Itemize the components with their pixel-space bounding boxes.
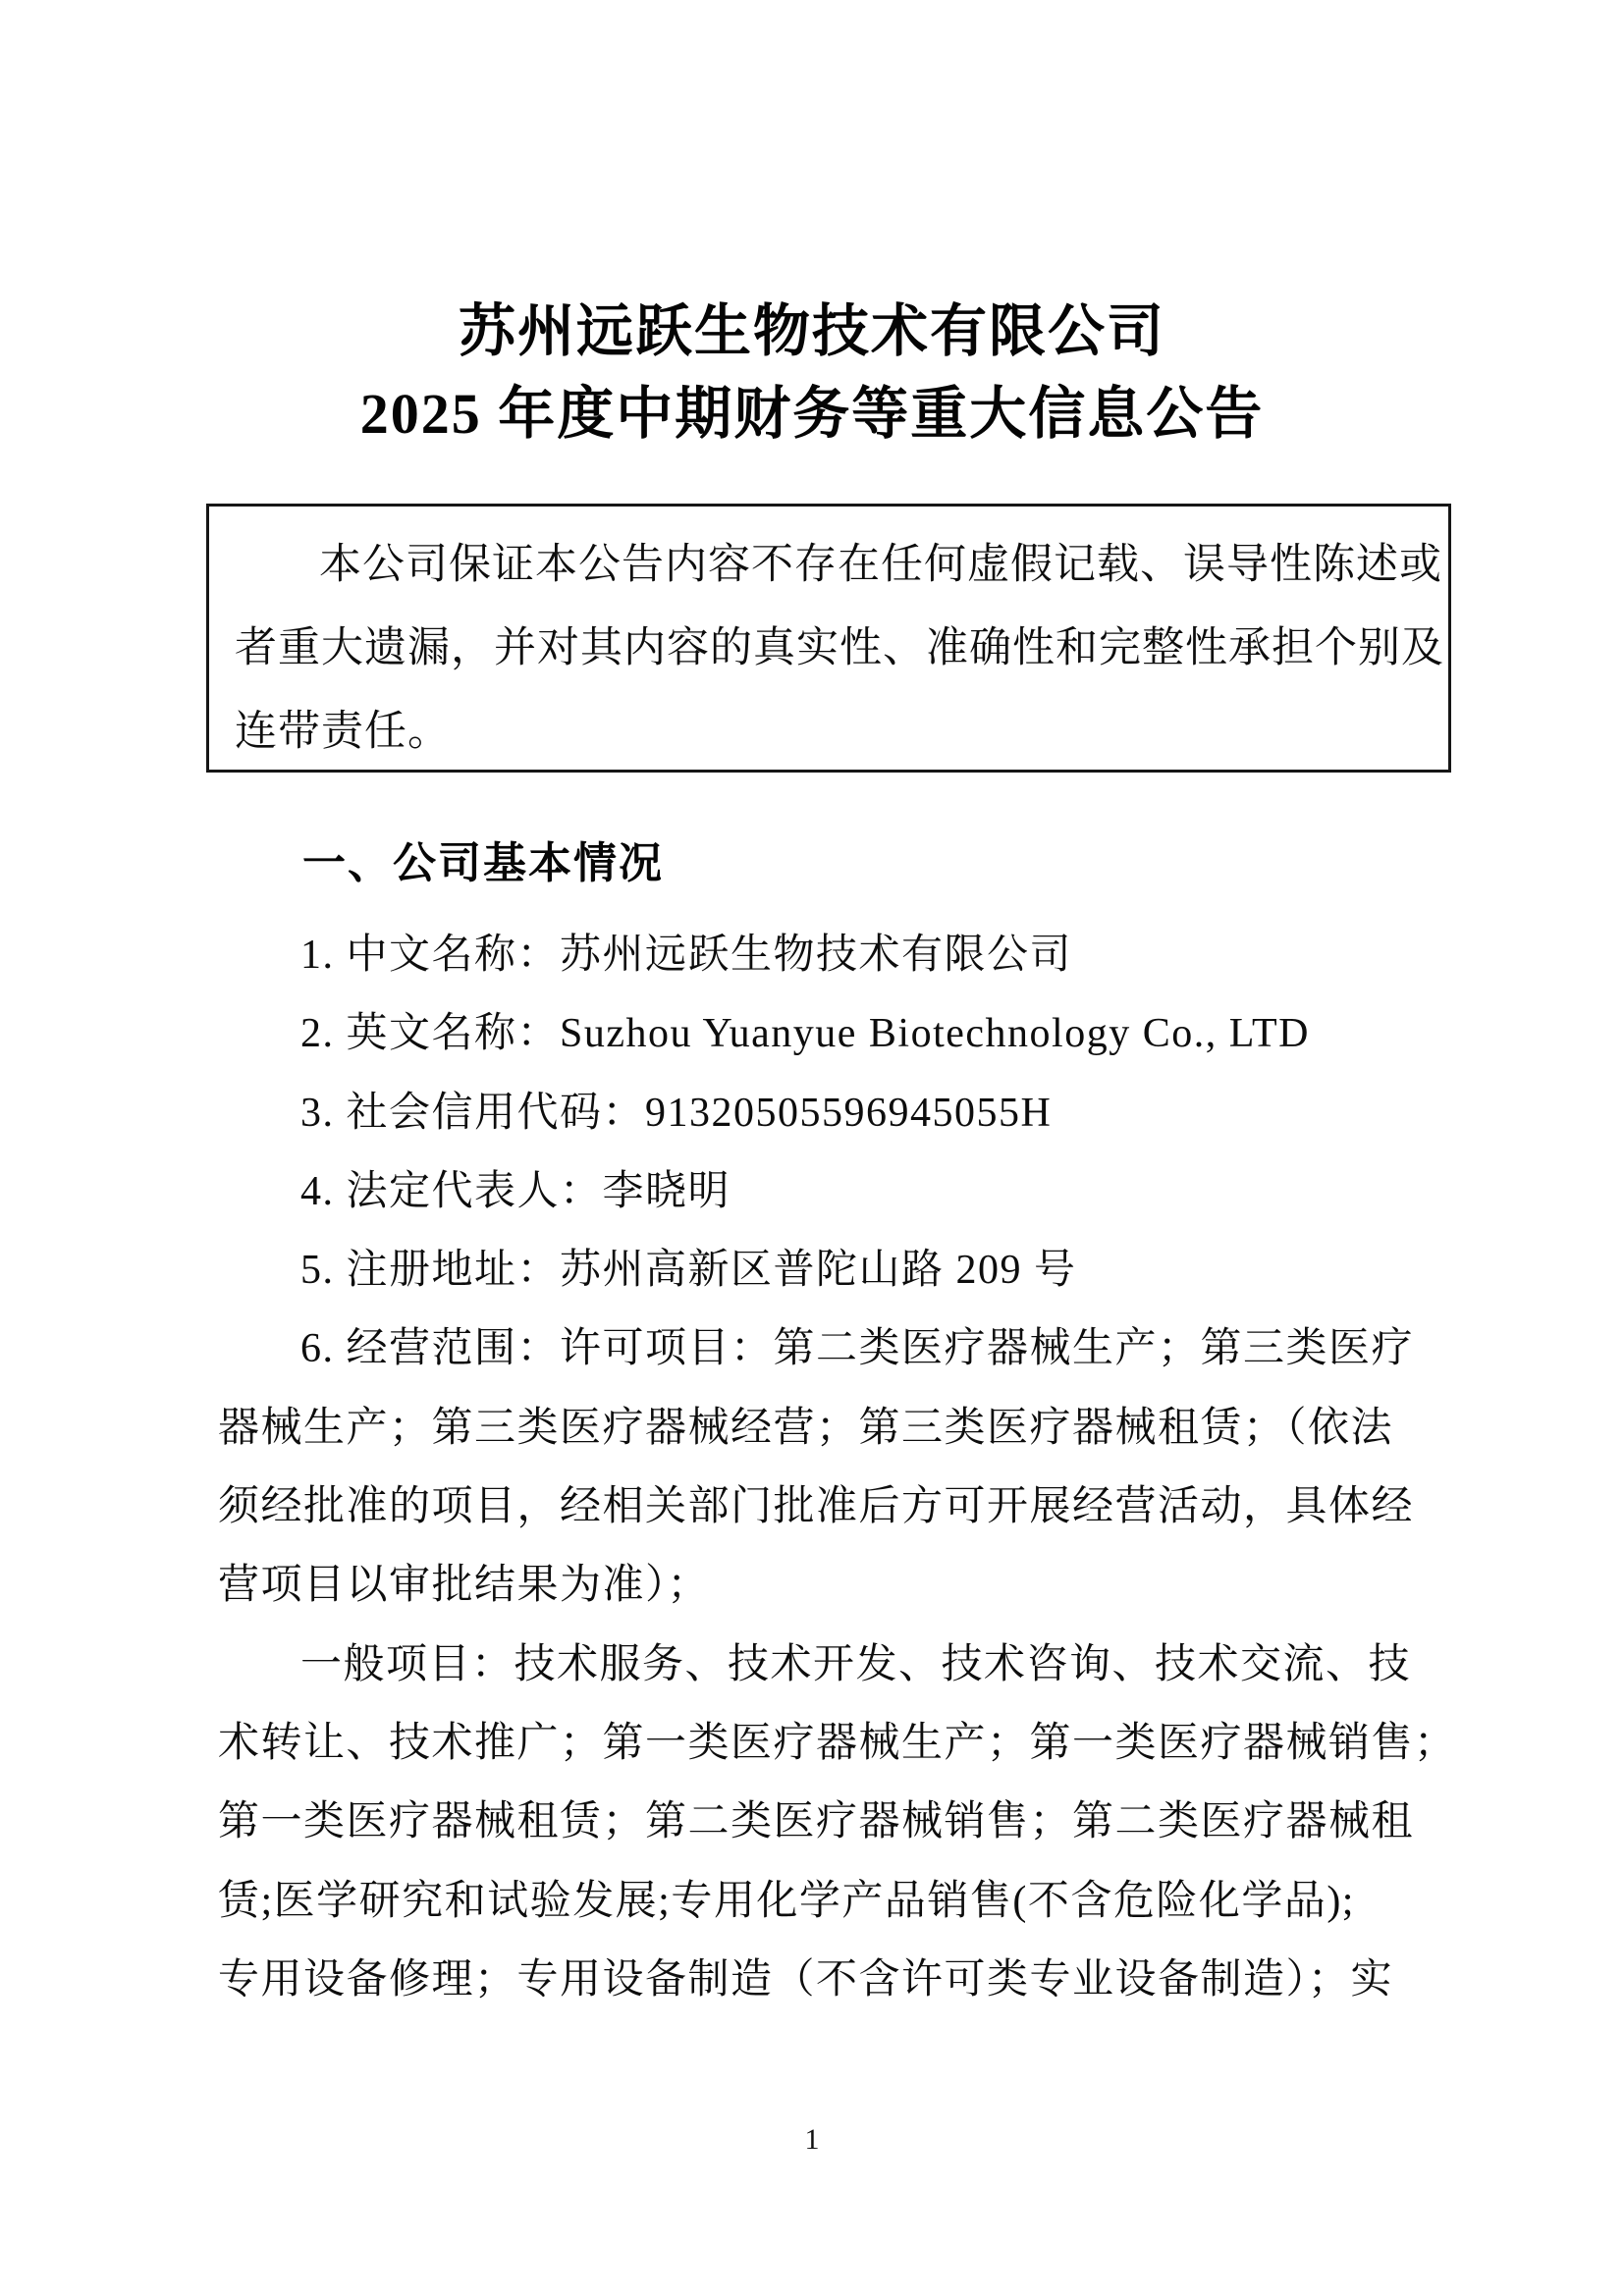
business-scope-line: 6. 经营范围：许可项目：第二类医疗器械生产；第三类医疗 bbox=[300, 1326, 1415, 1372]
disclaimer-line: 连带责任。 bbox=[235, 709, 451, 755]
business-scope-line: 须经批准的项目，经相关部门批准后方可开展经营活动，具体经 bbox=[218, 1484, 1415, 1530]
company-info-line-legal-rep: 4. 法定代表人：李晓明 bbox=[300, 1168, 731, 1214]
disclaimer-line: 本公司保证本公告内容不存在任何虚假记载、误导性陈述或 bbox=[319, 542, 1442, 588]
general-items-line: 术转让、技术推广；第一类医疗器械生产；第一类医疗器械销售； bbox=[218, 1720, 1457, 1766]
business-scope-line: 器械生产；第三类医疗器械经营；第三类医疗器械租赁；（依法 bbox=[218, 1405, 1394, 1451]
general-items-line: 第一类医疗器械租赁；第二类医疗器械销售；第二类医疗器械租 bbox=[218, 1799, 1415, 1845]
company-info-line-address: 5. 注册地址：苏州高新区普陀山路 209 号 bbox=[300, 1248, 1077, 1294]
general-items-line: 赁;医学研究和试验发展;专用化学产品销售(不含危险化学品); bbox=[218, 1878, 1355, 1924]
disclaimer-box bbox=[206, 504, 1451, 773]
page-number: 1 bbox=[804, 2123, 820, 2156]
general-items-line: 专用设备修理；专用设备制造（不含许可类专业设备制造）；实 bbox=[218, 1956, 1394, 2002]
document-title bbox=[0, 291, 1624, 455]
company-info-line-credit-code: 3. 社会信用代码：91320505596945055H bbox=[300, 1090, 1053, 1136]
business-scope-line: 营项目以审批结果为准）； bbox=[218, 1563, 711, 1609]
section-heading-company-basic-info: 一、公司基本情况 bbox=[302, 839, 664, 887]
company-info-body bbox=[218, 916, 1457, 2019]
company-info-line-english-name: 2. 英文名称：Suzhou Yuanyue Biotechnology Co., LTD bbox=[300, 1011, 1311, 1057]
general-items-line: 一般项目：技术服务、技术开发、技术咨询、技术交流、技 bbox=[300, 1641, 1412, 1687]
company-info-line-chinese-name: 1. 中文名称：苏州远跃生物技术有限公司 bbox=[300, 933, 1073, 978]
document-title-line1: 苏州远跃生物技术有限公司 bbox=[458, 299, 1165, 363]
document-title-line2: 2025 年度中期财务等重大信息公告 bbox=[359, 382, 1265, 446]
disclaimer-line: 者重大遗漏，并对其内容的真实性、准确性和完整性承担个别及 bbox=[235, 625, 1444, 671]
